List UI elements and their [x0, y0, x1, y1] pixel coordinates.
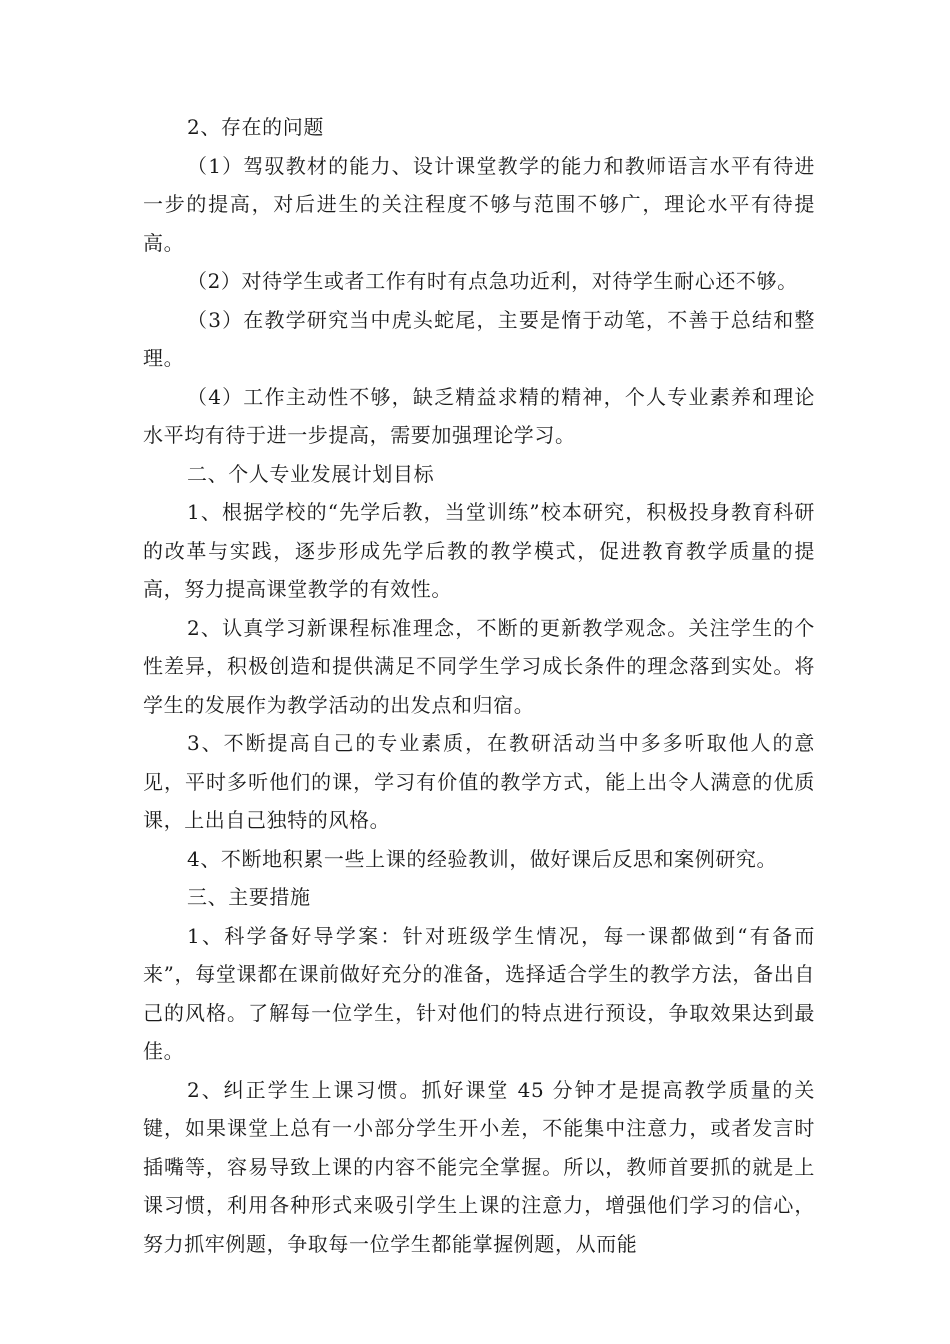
problem-item-2: （2）对待学生或者工作有时有点急功近利，对待学生耐心还不够。 — [187, 269, 798, 293]
measure-item-1: 1、科学备好导学案：针对班级学生情况，每一课都做到“有备而来”，每堂课都在课前做好充分的准备，选择适合学生的教学方法，备出自己的风格。了解每一位学生，针对他们的特点进行预设，争取效果达到最佳。 — [143, 923, 815, 1063]
subheading-existing-problems: 2、存在的问题 — [187, 115, 324, 139]
section-heading-measures: 三、主要措施 — [187, 885, 311, 909]
goal-item-1: 1、根据学校的“先学后教，当堂训练”校本研究，积极投身教育科研的改革与实践，逐步形成先学后教的教学模式，促进教育教学质量的提高，努力提高课堂教学的有效性。 — [143, 500, 815, 601]
measure-item-2: 2、纠正学生上课习惯。抓好课堂 45 分钟才是提高教学质量的关键，如果课堂上总有一小部分学生开小差，不能集中注意力，或者发言时插嘴等，容易导致上课的内容不能完全掌握。所以，教师首要抓的就是上课习惯，利用各种形式来吸引学生上课的注意力，增强他们学习的信心，努力抓牢例题，争取每一位学生都能掌握例题，从而能 — [143, 1077, 815, 1256]
goal-item-3: 3、不断提高自己的专业素质，在教研活动当中多多听取他人的意见，平时多听他们的课，学习有价值的教学方式，能上出令人满意的优质课，上出自己独特的风格。 — [143, 731, 815, 832]
goal-item-4: 4、不断地积累一些上课的经验教训，做好课后反思和案例研究。 — [187, 846, 778, 871]
problem-item-3: （3）在教学研究当中虎头蛇尾，主要是惰于动笔，不善于总结和整理。 — [143, 307, 815, 370]
problem-item-1: （1）驾驭教材的能力、设计课堂教学的能力和教师语言水平有待进一步的提高，对后进生的关注程度不够与范围不够广，理论水平有待提高。 — [143, 153, 815, 255]
section-heading-goals: 二、个人专业发展计划目标 — [187, 461, 435, 486]
document-body — [143, 108, 815, 1263]
goal-item-2: 2、认真学习新课程标准理念，不断的更新教学观念。关注学生的个性差异，积极创造和提供满足不同学生学习成长条件的理念落到实处。将学生的发展作为教学活动的出发点和归宿。 — [143, 615, 815, 717]
problem-item-4: （4）工作主动性不够，缺乏精益求精的精神，个人专业素养和理论水平均有待于进一步提高，需要加强理论学习。 — [143, 384, 815, 447]
